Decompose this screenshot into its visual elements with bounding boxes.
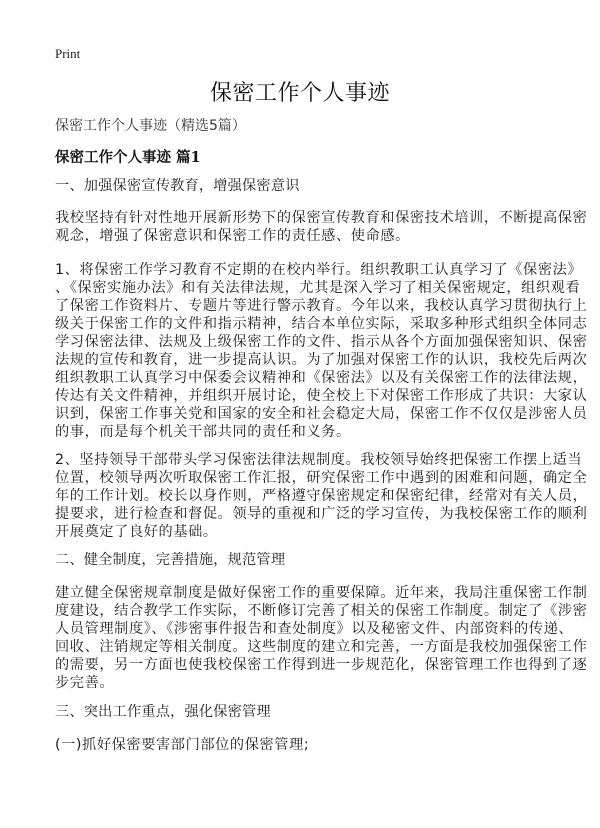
document-subtitle-block: [55, 117, 555, 135]
paragraph-line: 级关于保密工作的文件和指示精神，结合本单位实际，采取多种形式组织全体同志: [55, 316, 588, 332]
paragraph-line: 回收、注销规定等相关制度。这些制度的建立和完善，一方面是我校加强保密工作: [55, 639, 588, 655]
paragraph-line: 2、坚持领导干部带头学习保密法律法规制度。我校领导始终把保密工作摆上适当: [55, 452, 583, 468]
paragraph-line: 组织教职工认真学习中保委会议精神和《保密法》以及有关保密工作的法律法规，: [55, 370, 588, 386]
paragraph-line: 、《保密实施办法》和有关法律法规，尤其是深入学习了相关保密规定，组织观看: [55, 280, 581, 296]
paragraph-2: [55, 261, 588, 441]
paragraph-line: 度建设，结合教学工作实际，不断修订完善了相关的保密工作制度。制定了《涉密: [55, 603, 588, 619]
paragraph-line: 位置，校领导两次听取保密工作汇报，研究保密工作中遇到的困难和问题，确定全: [55, 470, 588, 486]
paragraph-line: 的需要，另一方面也使我校保密工作得到进一步规范化，保密管理工作也得到了逐: [55, 657, 588, 673]
paragraph-line: 学习保密法律、法规及上级保密工作的文件、指示从各个方面加强保密知识、保密: [55, 334, 588, 350]
section-title: 保密工作个人事迹 篇1: [55, 149, 201, 166]
paragraph-line: 建立健全保密规章制度是做好保密工作的重要保障。近年来，我局注重保密工作制: [55, 585, 588, 601]
paragraph-line: 我校坚持有针对性地开展新形势下的保密宣传教育和保密技术培训，不断提高保密: [55, 210, 588, 226]
paragraph-line: 了保密工作资料片、专题片等进行警示教育。今年以来，我校认真学习贯彻执行上: [55, 298, 588, 314]
heading-2-block: [55, 551, 555, 569]
heading-1: 一、加强保密宣传教育，增强保密意识: [55, 178, 300, 194]
paragraph-line: 法规的宣传和教育，进一步提高认识。为了加强对保密工作的认识，我校先后两次: [55, 352, 588, 368]
document-subtitle: 保密工作个人事迹（精选5篇）: [55, 118, 246, 134]
heading-2: 二、健全制度，完善措施，规范管理: [55, 552, 286, 568]
paragraph-line: 提要求，进行检查和督促。领导的重视和广泛的学习宣传，为我校保密工作的顺利: [55, 506, 588, 522]
paragraph-line: 的事，而是每个机关干部共同的责任和义务。: [55, 424, 351, 440]
paragraph-line: 传达有关文件精神，并组织开展讨论，使全校上下对保密工作形成了共识：大家认: [55, 388, 588, 404]
paragraph-line: 1、将保密工作学习教育不定期的在校内举行。组织教职工认真学习了《保密法》: [55, 262, 583, 278]
paragraph-line: 人员管理制度》、《涉密事件报告和查处制度》以及秘密文件、内部资料的传递、: [55, 621, 574, 637]
list-item: (一)抓好保密要害部门部位的保密管理;: [55, 737, 310, 753]
page-title: 保密工作个人事迹: [209, 81, 390, 106]
heading-3-block: [55, 703, 555, 721]
paragraph-line: 年的工作计划。校长以身作则，严格遵守保密规定和保密纪律，经常对有关人员，: [55, 488, 588, 504]
print-label: Print: [55, 46, 81, 61]
section-title-block: [55, 149, 555, 167]
list-item-block: [55, 736, 555, 754]
paragraph-line: 识到，保密工作事关党和国家的安全和社会稳定大局，保密工作不仅仅是涉密人员: [55, 406, 588, 422]
paragraph-1: [55, 209, 588, 245]
paragraph-3: [55, 451, 588, 541]
heading-1-block: [55, 177, 555, 195]
paragraph-line: 步完善。: [55, 675, 115, 691]
paragraph-line: 开展奠定了良好的基础。: [55, 524, 218, 540]
paragraph-4: [55, 584, 588, 692]
paragraph-line: 观念，增强了保密意识和保密工作的责任感、使命感。: [55, 228, 410, 244]
heading-3: 三、突出工作重点，强化保密管理: [55, 704, 271, 720]
